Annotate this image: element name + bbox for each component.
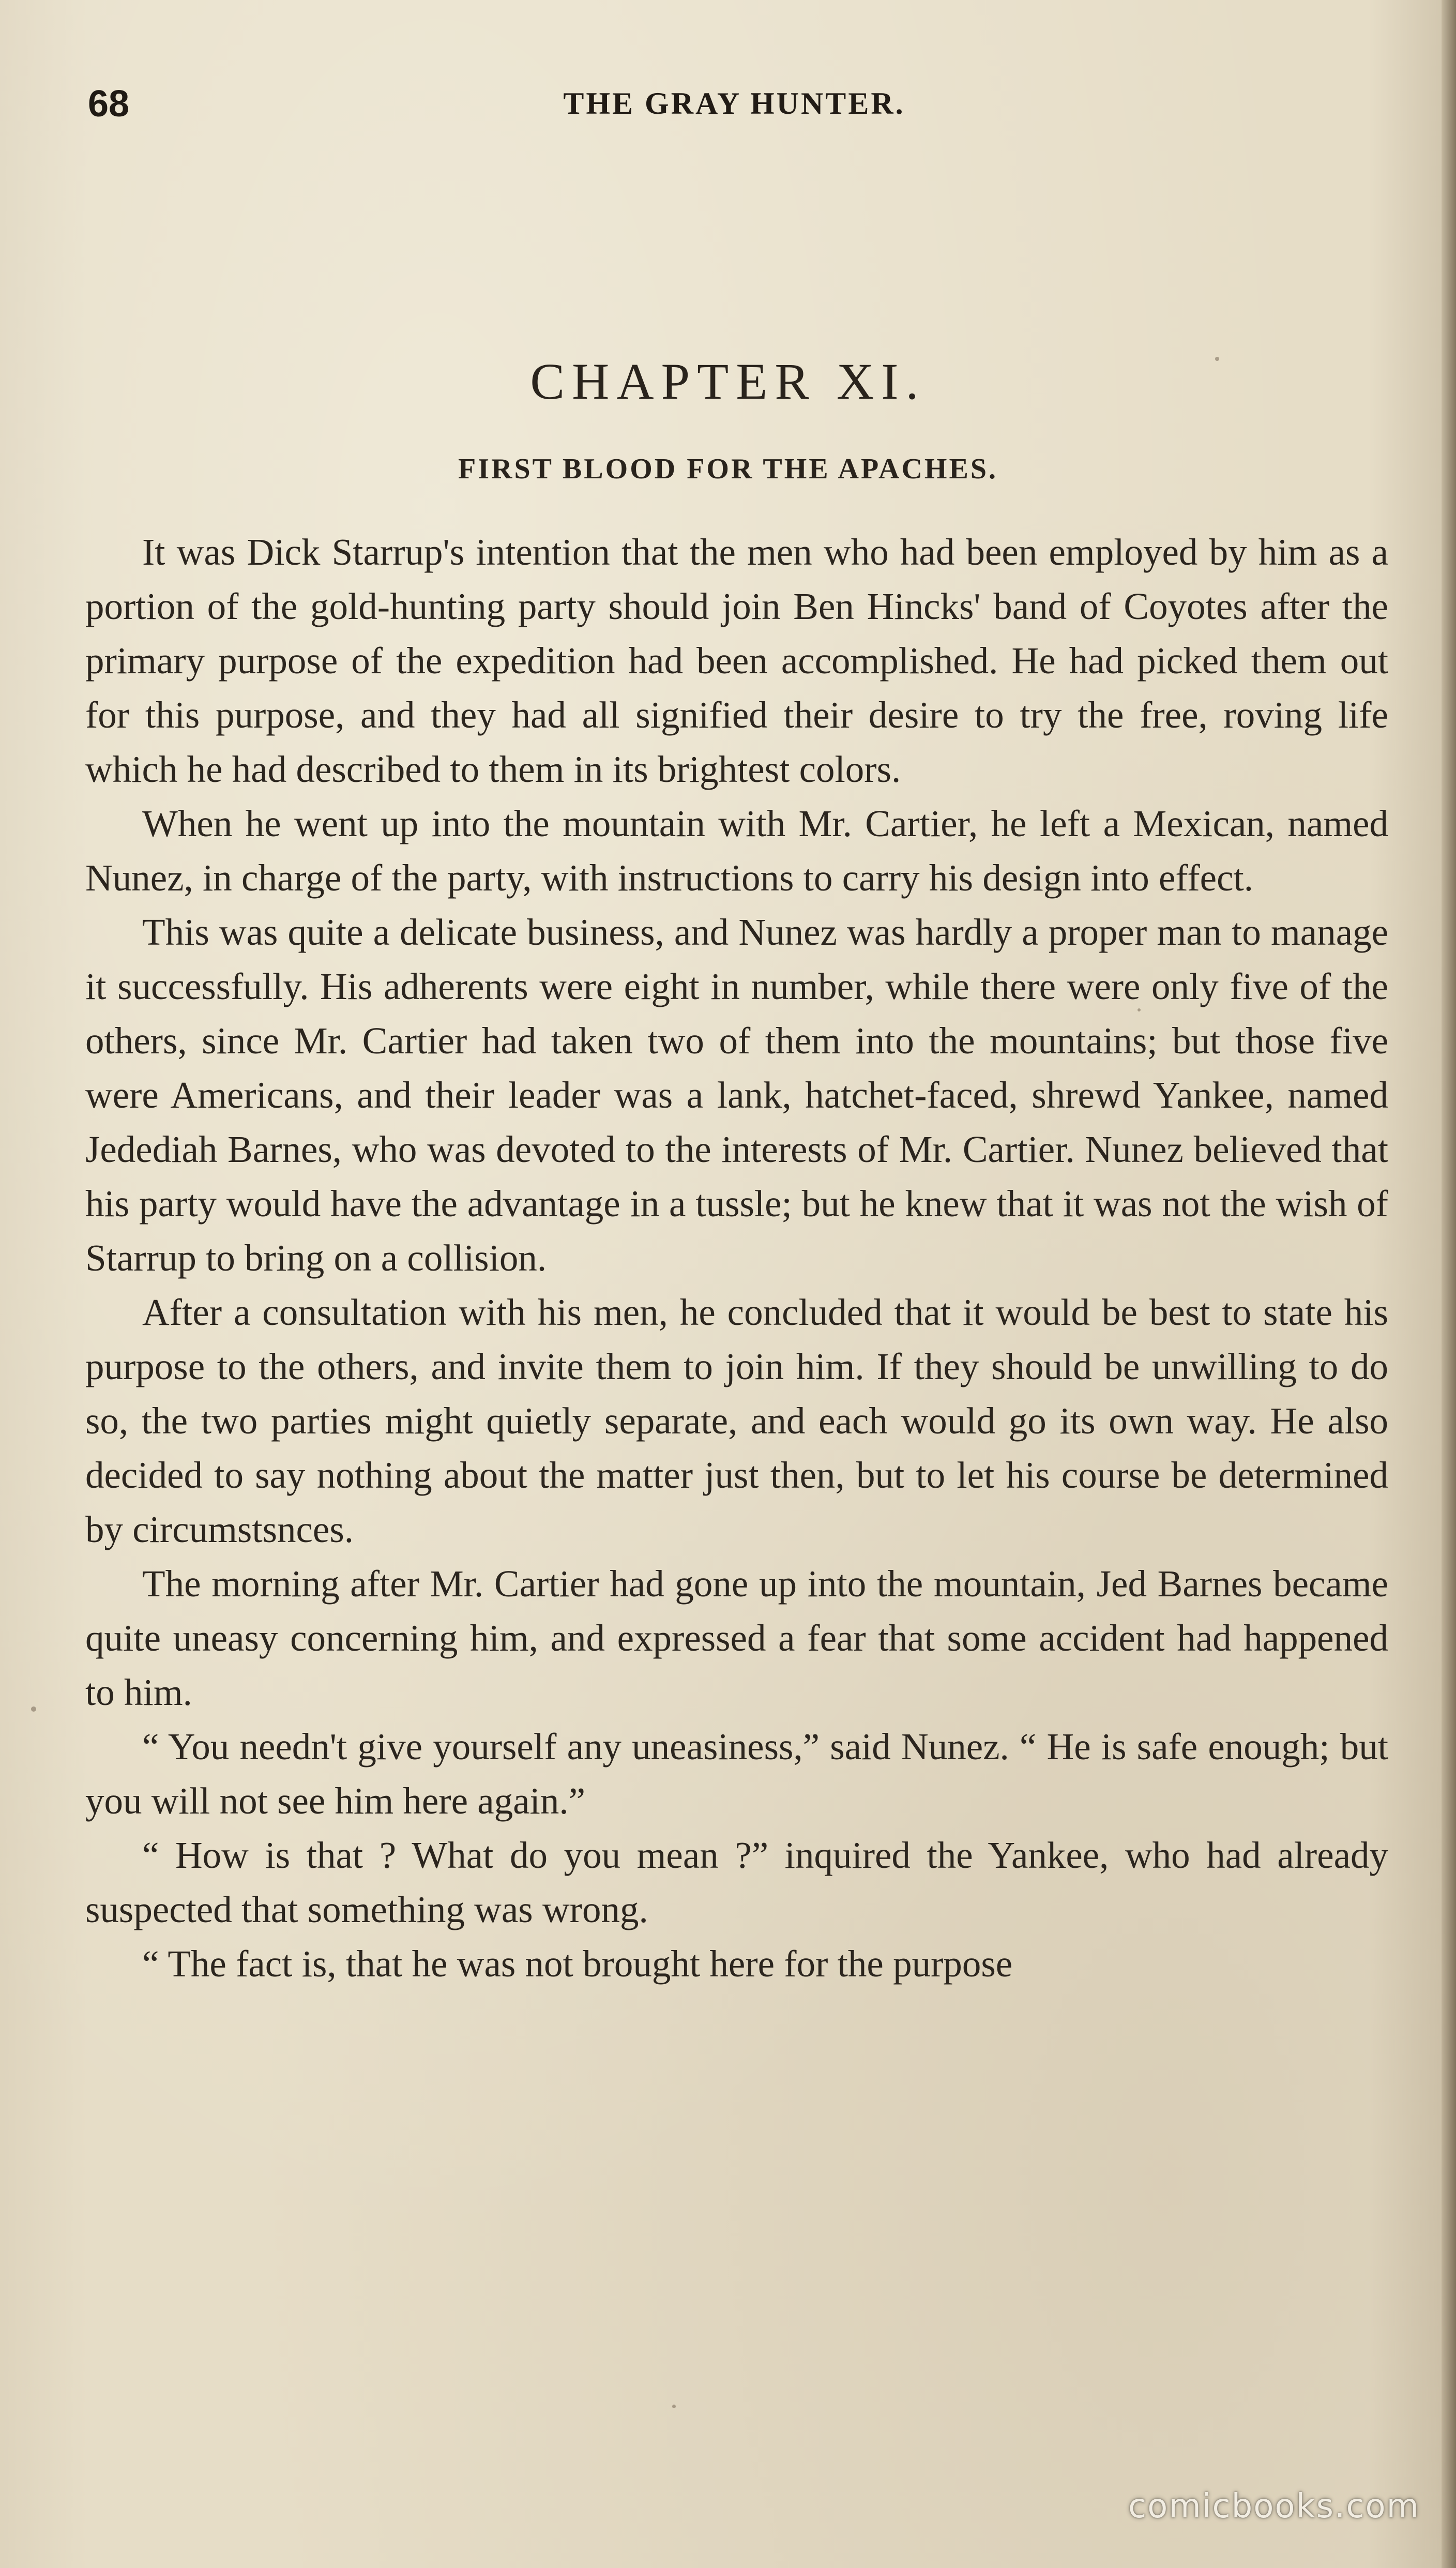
paragraph: After a consultation with his men, he concluded that it would be best to state his purpose to the others, and invite them to join him. If they should be unwilling to do so, the two parties might quietly separate, and each would go its own way. He also decided to say nothing about the matter just then, but to let his course be determined by circumstsnces. xyxy=(85,1291,1388,1550)
chapter-subtitle: FIRST BLOOD FOR THE APACHES. xyxy=(458,453,998,485)
paper-speck xyxy=(31,1706,36,1712)
paragraph: “ How is that ? What do you mean ?” inquired the Yankee, who had already suspected that something was wrong. xyxy=(85,1834,1388,1930)
page-number: 68 xyxy=(88,83,130,125)
paragraph: “ You needn't give yourself any uneasiness,” said Nunez. “ He is safe enough; but you will not see him here again.” xyxy=(85,1726,1388,1822)
chapter-title: CHAPTER XI. xyxy=(530,353,926,410)
paragraph: The morning after Mr. Cartier had gone up into the mountain, Jed Barnes became quite uneasy concerning him, and expressed a fear that some accident had happened to him. xyxy=(85,1563,1388,1713)
body-text xyxy=(85,525,1388,1991)
paragraph: It was Dick Starrup's intention that the men who had been employed by him as a portion of the gold-hunting party should join Ben Hincks' band of Coyotes after the primary purpose of the expedition had been accomplished. He had picked them out for this purpose, and they had all signified their desire to try the free, roving life which he had described to them in its brightest colors. xyxy=(85,531,1388,790)
paragraph: When he went up into the mountain with Mr. Cartier, he left a Mexican, named Nunez, in charge of the party, with instructions to carry his design into effect. xyxy=(85,803,1388,899)
paragraph: This was quite a delicate business, and Nunez was hardly a proper man to manage it successfully. His adherents were eight in number, while there were only five of the others, since Mr. Cartier had taken two of them into the mountains; but those five were Americans, and their leader was a lank, hatchet-faced, shrewd Yankee, named Jedediah Barnes, who was devoted to the interests of Mr. Cartier. Nunez believed that his party would have the advantage in a tussle; but he knew that it was not the wish of Starrup to bring on a collision. xyxy=(85,911,1388,1279)
paper-speck xyxy=(672,2405,676,2408)
paper-speck xyxy=(1138,1008,1141,1011)
paragraph: “ The fact is, that he was not brought here for the purpose xyxy=(142,1943,1013,1985)
paper-speck xyxy=(1215,357,1219,361)
watermark: comicbooks.com xyxy=(1128,2487,1420,2526)
running-head: THE GRAY HUNTER. xyxy=(563,86,905,120)
page-header xyxy=(88,83,1381,129)
